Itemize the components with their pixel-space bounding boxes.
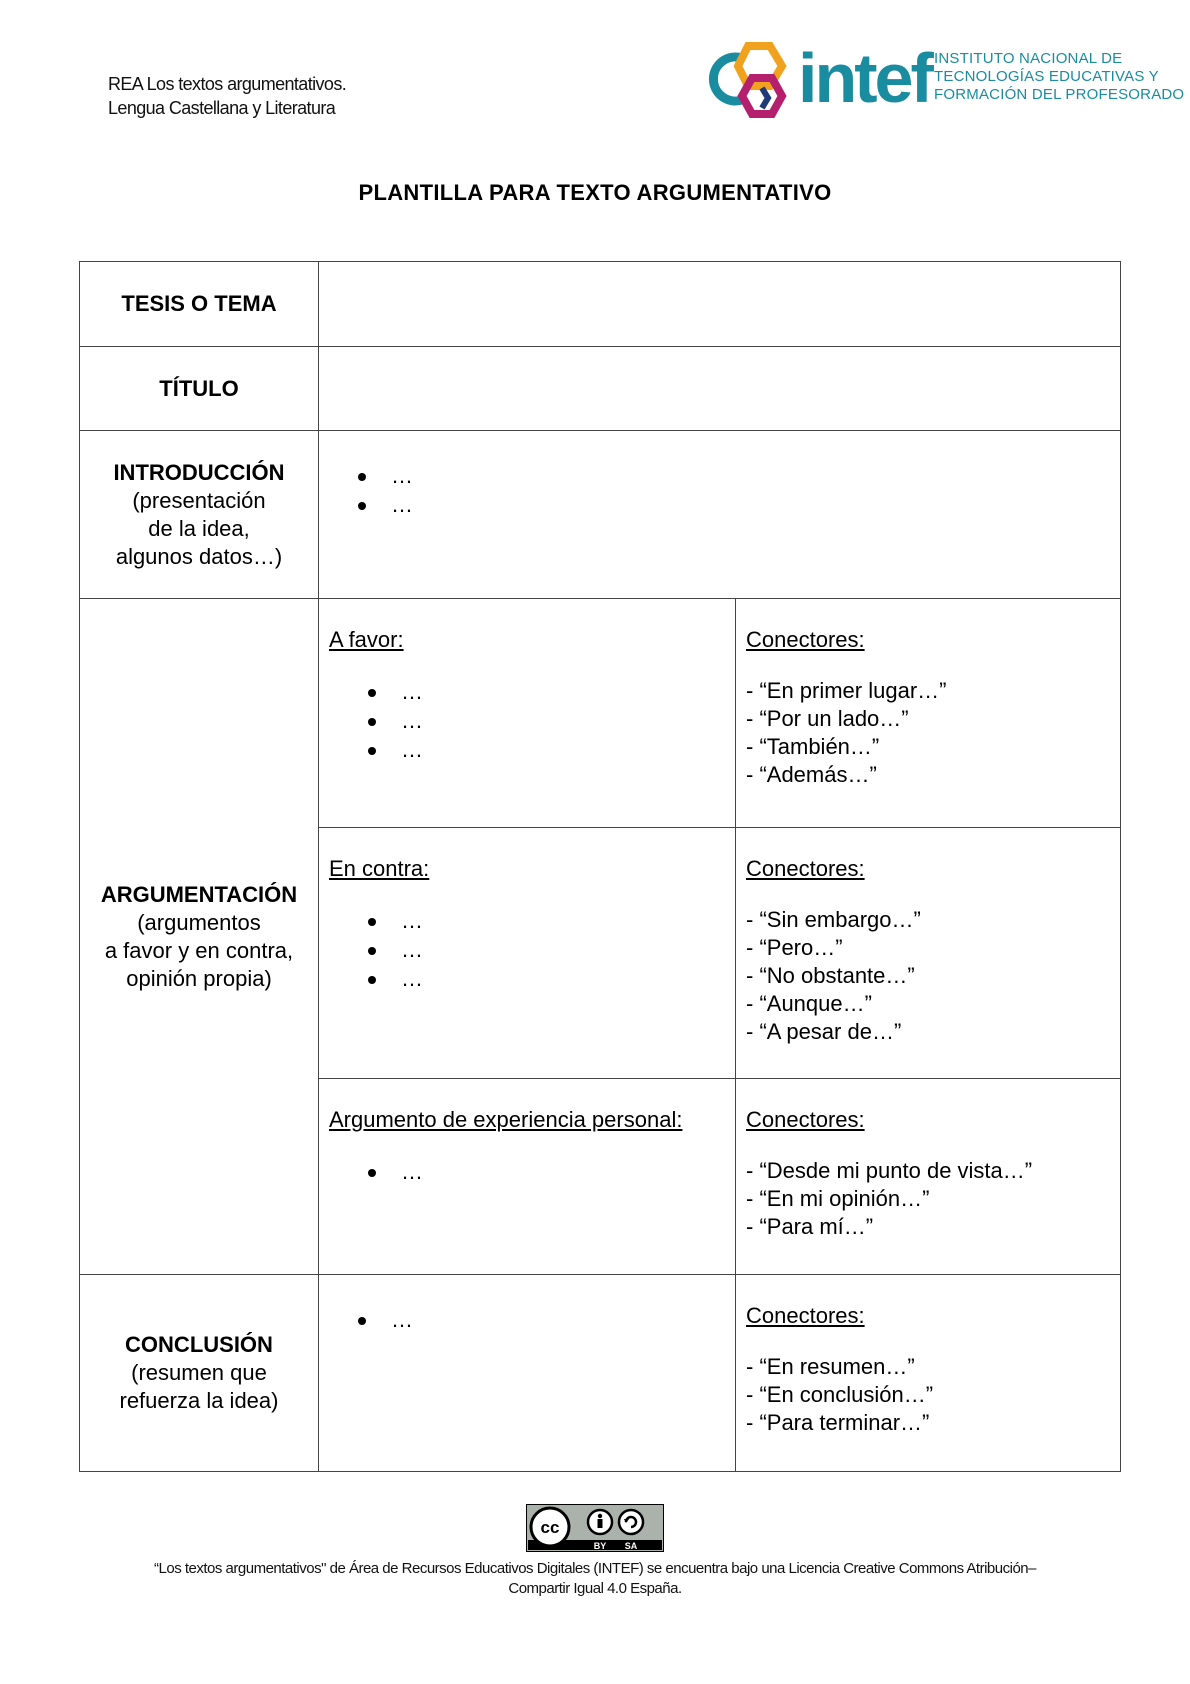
list-item: …: [319, 461, 1120, 490]
list-item: - “Sin embargo…”: [746, 907, 921, 932]
input-cell-introduccion[interactable]: [319, 431, 1121, 599]
list-item: …: [329, 906, 725, 935]
list-item: …: [329, 964, 725, 993]
row-titulo: [80, 347, 1121, 431]
argumentacion-desc-1: (argumentos: [137, 909, 261, 935]
license-line-1: “Los textos argumentativos" de Área de Recursos Educativos Digitales (INTEF) se encuentra bajo una Licencia Creative Commons Atribución–: [154, 1560, 1036, 1577]
list-item: - “Para terminar…”: [746, 1410, 930, 1435]
cell-a-favor[interactable]: [319, 599, 736, 828]
conclusion-desc-1: (resumen que: [131, 1360, 267, 1385]
list-item: - “En resumen…”: [746, 1354, 915, 1379]
footer: [0, 1504, 1190, 1599]
cell-en-contra[interactable]: [319, 828, 736, 1079]
by-badge-text: BY: [593, 1541, 607, 1551]
conectores-conclusion-list: [746, 1353, 1110, 1437]
list-item: - “En conclusión…”: [746, 1382, 934, 1407]
intef-subtitle-line-1: INSTITUTO NACIONAL DE: [934, 50, 1123, 67]
cell-conectores-experiencia: [736, 1079, 1121, 1275]
header-line-1: REA Los textos argumentativos.: [108, 74, 347, 94]
intef-subtitle-line-2: TECNOLOGÍAS EDUCATIVAS Y: [934, 68, 1159, 85]
list-item: …: [329, 677, 725, 706]
label-cell-conclusion: [80, 1275, 319, 1472]
intef-logo-mark-icon: [708, 38, 792, 124]
intef-wordmark: [798, 38, 931, 118]
input-cell-titulo[interactable]: [319, 347, 1121, 431]
intef-wordmark-text: intef: [798, 39, 931, 117]
cc-badge-text: cc: [540, 1518, 560, 1537]
list-item: - “No obstante…”: [746, 963, 915, 988]
intef-subtitle: [934, 50, 1184, 104]
license-text: [0, 1559, 1190, 1599]
label-argumentacion: ARGUMENTACIÓN: [100, 881, 298, 907]
conectores-favor-heading: Conectores:: [746, 627, 865, 652]
conectores-contra-list: [746, 906, 1110, 1046]
argumentative-template-table: [79, 261, 1121, 1472]
label-cell-titulo: [80, 347, 319, 431]
label-introduccion: INTRODUCCIÓN: [113, 459, 285, 485]
sa-badge-text: SA: [624, 1541, 638, 1551]
list-item: - “Por un lado…”: [746, 706, 909, 731]
list-item: …: [329, 706, 725, 735]
label-conclusion: CONCLUSIÓN: [125, 1332, 273, 1357]
page-title: PLANTILLA PARA TEXTO ARGUMENTATIVO: [358, 180, 832, 205]
introduccion-desc-1: (presentación: [132, 487, 266, 513]
list-item: …: [329, 935, 725, 964]
experiencia-heading: Argumento de experiencia personal:: [329, 1107, 683, 1132]
cell-conectores-conclusion: [736, 1275, 1121, 1472]
row-introduccion: [80, 431, 1121, 599]
conclusion-bullets: [319, 1305, 735, 1334]
cell-conectores-favor: [736, 599, 1121, 828]
intef-logo: [708, 38, 1185, 124]
input-cell-tesis[interactable]: [319, 262, 1121, 347]
conectores-experiencia-heading: Conectores:: [746, 1107, 865, 1132]
list-item: - “Para mí…”: [746, 1214, 874, 1239]
list-item: - “En mi opinión…”: [746, 1186, 930, 1211]
list-item: …: [319, 1305, 735, 1334]
a-favor-heading: A favor:: [329, 627, 404, 652]
document-header: [108, 72, 346, 120]
list-item: - “Aunque…”: [746, 991, 872, 1016]
en-contra-heading: En contra:: [329, 856, 430, 881]
label-tesis: TESIS O TEMA: [121, 291, 277, 316]
conectores-contra-heading: Conectores:: [746, 856, 865, 881]
row-argumentacion-favor: [80, 599, 1121, 828]
label-titulo: TÍTULO: [159, 375, 239, 401]
row-tesis: [80, 262, 1121, 347]
introduccion-bullets: [319, 461, 1120, 519]
en-contra-bullets: [329, 906, 725, 993]
list-item: - “Además…”: [746, 762, 877, 787]
cc-by-sa-badge-icon[interactable]: [526, 1504, 664, 1552]
list-item: - “A pesar de…”: [746, 1019, 902, 1044]
conectores-favor-list: [746, 677, 1110, 789]
list-item: - “Desde mi punto de vista…”: [746, 1158, 1033, 1183]
conclusion-desc-2: refuerza la idea): [119, 1388, 279, 1413]
conectores-experiencia-list: [746, 1157, 1110, 1241]
argumentacion-desc-3: opinión propia): [126, 965, 272, 991]
cell-experiencia[interactable]: [319, 1079, 736, 1275]
license-line-2: Compartir Igual 4.0 España.: [508, 1580, 682, 1597]
list-item: - “En primer lugar…”: [746, 678, 947, 703]
introduccion-desc-2: de la idea,: [148, 515, 250, 541]
experiencia-bullets: [329, 1157, 725, 1186]
label-cell-tesis: [80, 262, 319, 347]
header-line-2: Lengua Castellana y Literatura: [108, 98, 336, 118]
list-item: …: [329, 1157, 725, 1186]
list-item: …: [319, 490, 1120, 519]
label-cell-argumentacion: [80, 599, 319, 1275]
argumentacion-desc-2: a favor y en contra,: [104, 937, 294, 963]
conectores-conclusion-heading: Conectores:: [746, 1303, 865, 1328]
list-item: - “Pero…”: [746, 935, 843, 960]
row-conclusion: [80, 1275, 1121, 1472]
introduccion-desc-3: algunos datos…): [115, 543, 283, 569]
cell-conectores-contra: [736, 828, 1121, 1079]
cell-conclusion-bullets[interactable]: [319, 1275, 736, 1472]
list-item: …: [329, 735, 725, 764]
label-cell-introduccion: [80, 431, 319, 599]
intef-subtitle-line-3: FORMACIÓN DEL PROFESORADO: [934, 86, 1185, 103]
a-favor-bullets: [329, 677, 725, 764]
list-item: - “También…”: [746, 734, 880, 759]
